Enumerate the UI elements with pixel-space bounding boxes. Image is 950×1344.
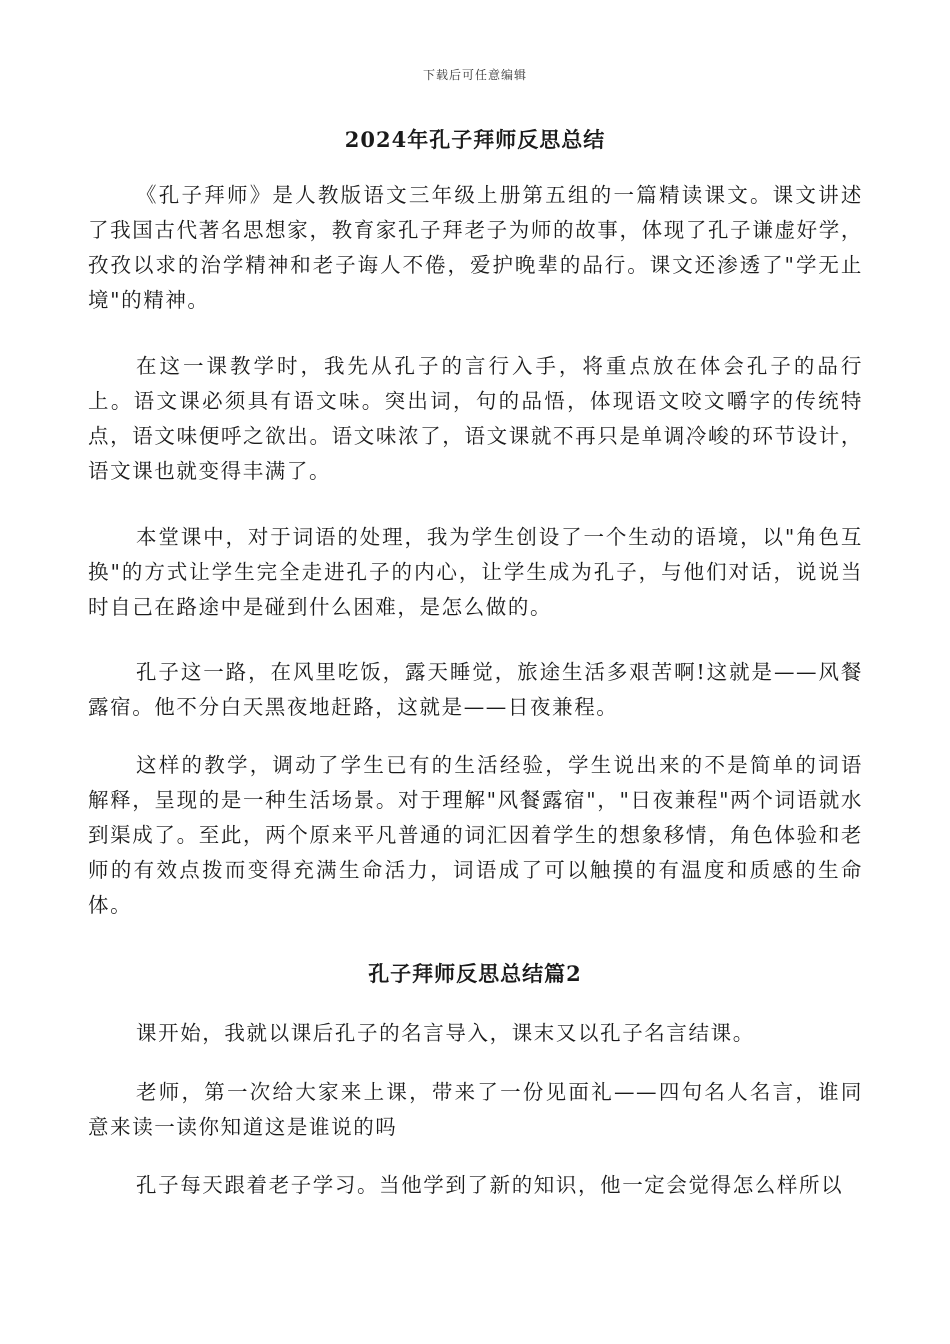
- paragraph: 课开始，我就以课后孔子的名言导入，课末又以孔子名言结课。: [136, 1021, 755, 1045]
- header-note: 下载后可任意编辑: [422, 68, 527, 82]
- document-title: 2024年孔子拜师反思总结: [344, 127, 606, 152]
- paragraph: 《孔子拜师》是人教版语文三年级上册第五组的一篇精读课文。课文讲述了我国古代著名思想家，教育家孔子拜老子为师的故事，体现了孔子谦虚好学，孜孜以求的治学精神和老子诲人不倦，爱护晚辈的品行。课文还渗透了"学无止境"的精神。: [88, 183, 863, 312]
- paragraph: 老师，第一次给大家来上课，带来了一份见面礼——四句名人名言，谁同意来读一读你知道这是谁说的吗: [88, 1080, 863, 1139]
- paragraph: 孔子每天跟着老子学习。当他学到了新的知识，他一定会觉得怎么样所以: [136, 1173, 844, 1197]
- paragraph: 本堂课中，对于词语的处理，我为学生创设了一个生动的语境，以"角色互换"的方式让学生完全走进孔子的内心，让学生成为孔子，与他们对话，说说当时自己在路途中是碰到什么困难，是怎么做的。: [88, 525, 863, 619]
- paragraph: 这样的教学，调动了学生已有的生活经验，学生说出来的不是简单的词语解释，呈现的是一种生活场景。对于理解"风餐露宿"，"日夜兼程"两个词语就水到渠成了。至此，两个原来平凡普通的词汇因着学生的想象移情，角色体验和老师的有效点拨而变得充满生命活力，词语成了可以触摸的有温度和质感的生命体。: [88, 753, 863, 917]
- section-title: 孔子拜师反思总结篇2: [368, 961, 582, 986]
- paragraph: 在这一课教学时，我先从孔子的言行入手，将重点放在体会孔子的品行上。语文课必须具有语文味。突出词，句的品悟，体现语文咬文嚼字的传统特点，语文味便呼之欲出。语文味浓了，语文课就不再只是单调冷峻的环节设计，语文课也就变得丰满了。: [88, 354, 863, 483]
- paragraph: 孔子这一路，在风里吃饭，露天睡觉，旅途生活多艰苦啊!这就是——风餐露宿。他不分白天黑夜地赶路，这就是——日夜兼程。: [88, 660, 863, 719]
